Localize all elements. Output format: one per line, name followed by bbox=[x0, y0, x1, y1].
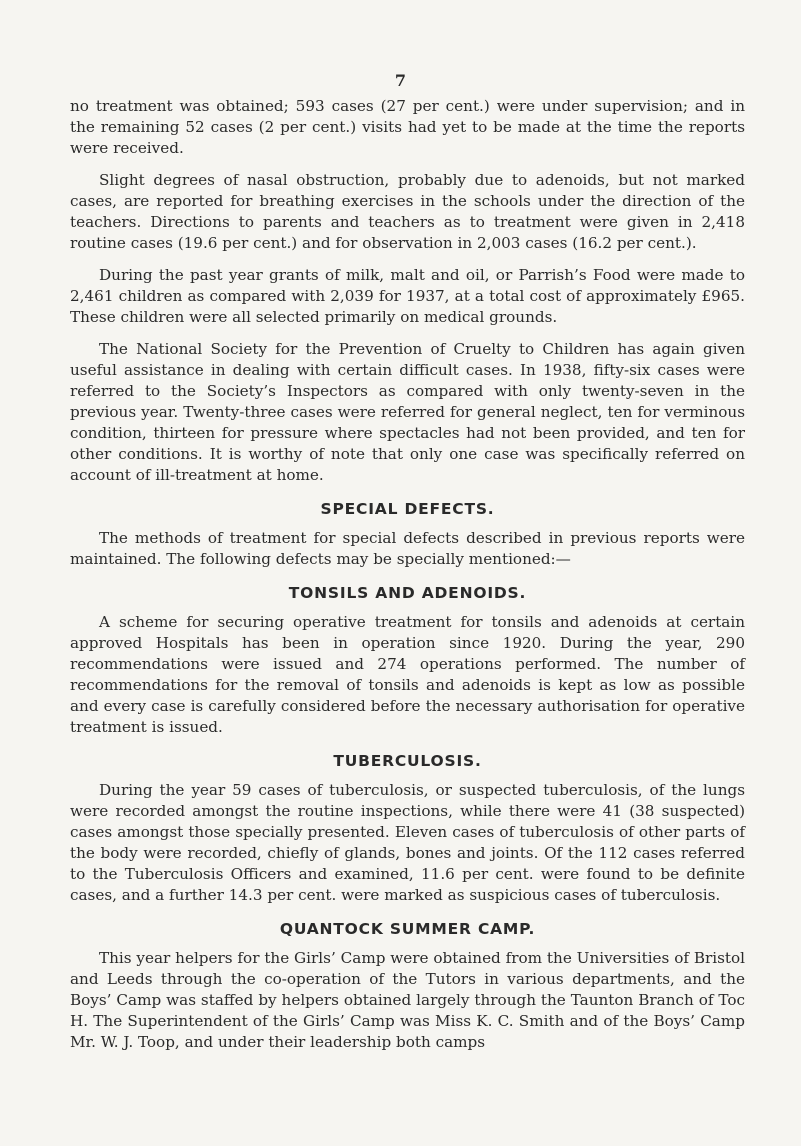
paragraph-quantock-camp: This year helpers for the Girls’ Camp were obtained from the Universities of Bristol and Leeds through the co-operation of the Tutors in various departments, and the Boys’ Camp was staffed by helpers obtained largely through the Taunton Branch of Toc H. The Superintendent of the Girls’ Camp was Miss K. C. Smith and of the Boys’ Camp Mr. W. J. Toop, and under their leadership both camps bbox=[70, 949, 745, 1051]
heading-tuberculosis: TUBERCULOSIS. bbox=[333, 752, 482, 770]
paragraph-tuberculosis: During the year 59 cases of tuberculosis, or suspected tuberculosis, of the lungs were recorded amongst the routine inspections, while there were 41 (38 suspected) cases amongst those specially presented. Eleven cases of tuberculosis of other parts of the body were recorded, chiefly of glands, bones and joints. Of the 112 cases referred to the Tuberculosis Officers and examined, 11.6 per cent. were found to be definite cases, and a further 14.3 per cent. were marked as suspicious cases of tuberculosis. bbox=[70, 781, 745, 904]
document-body bbox=[70, 96, 745, 1053]
paragraph-tonsils-adenoids: A scheme for securing operative treatment for tonsils and adenoids at certain approved Hospitals has been in operation since 1920. During the year, 290 recommendations were issued and 274 operations performed. The number of recommendations for the removal of tonsils and adenoids is kept as low as possible and every case is carefully considered before the necessary authorisation for operative treatment is issued. bbox=[70, 613, 745, 736]
heading-quantock-camp: QUANTOCK SUMMER CAMP. bbox=[279, 920, 536, 938]
paragraph-supervision: no treatment was obtained; 593 cases (27 per cent.) were under supervision; and in the remaining 52 cases (2 per cent.) visits had yet to be made at the time the reports were received. bbox=[70, 97, 745, 157]
paragraph-nspcc: The National Society for the Prevention of Cruelty to Children has again given useful assistance in dealing with certain difficult cases. In 1938, fifty-six cases were referred to the Society’s Inspectors as compared with only twenty-seven in the previous year. Twenty-three cases were referred for general neglect, ten for verminous condition, thirteen for pressure where spectacles had not been provided, and ten for other conditions. It is worthy of note that only one case was specifically referred on account of ill-treatment at home. bbox=[70, 340, 745, 484]
paragraph-milk-grants: During the past year grants of milk, malt and oil, or Parrish’s Food were made to 2,461 children as compared with 2,039 for 1937, at a total cost of approximately £965. These children were all selected primarily on medical grounds. bbox=[70, 266, 745, 326]
page-number: 7 bbox=[394, 71, 407, 90]
paragraph-special-defects: The methods of treatment for special defects described in previous reports were maintained. The following defects may be specially mentioned:— bbox=[70, 529, 745, 568]
paragraph-nasal-obstruction: Slight degrees of nasal obstruction, probably due to adenoids, but not marked cases, are reported for breathing exercises in the schools under the direction of the teachers. Directions to parents and teachers as to treatment were given in 2,418 routine cases (19.6 per cent.) and for observation in 2,003 cases (16.2 per cent.). bbox=[70, 171, 745, 252]
heading-tonsils-adenoids: TONSILS AND ADENOIDS. bbox=[288, 584, 527, 602]
heading-special-defects: SPECIAL DEFECTS. bbox=[320, 500, 495, 518]
